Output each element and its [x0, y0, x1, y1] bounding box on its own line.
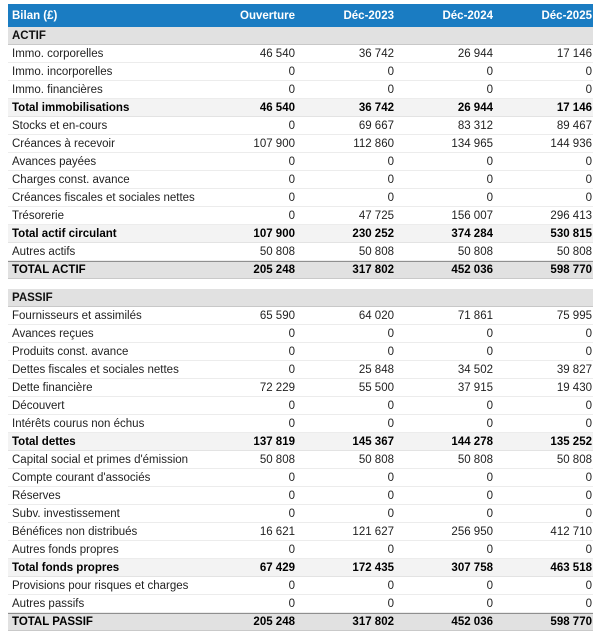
row-value: 46 540	[259, 47, 295, 60]
row-value: 0	[486, 155, 493, 168]
row-label: Total fonds propres	[12, 561, 120, 574]
row-value: 0	[585, 83, 592, 96]
row-value: 55 500	[358, 381, 394, 394]
row-value: 0	[288, 191, 295, 204]
table-row	[8, 541, 593, 559]
row-label: Fournisseurs et assimilés	[12, 309, 142, 322]
row-value: 0	[387, 597, 394, 610]
row-value: 144 278	[451, 435, 493, 448]
row-value: 50 808	[259, 245, 295, 258]
row-value: 0	[288, 579, 295, 592]
row-value: 26 944	[457, 47, 493, 60]
row-value: 0	[486, 507, 493, 520]
column-header-dec-2025: Déc-2025	[541, 9, 592, 22]
row-value: 0	[486, 327, 493, 340]
table-row	[8, 171, 593, 189]
row-value: 0	[486, 489, 493, 502]
row-value: 0	[387, 543, 394, 556]
row-label: Autres passifs	[12, 597, 85, 610]
row-value: 0	[585, 155, 592, 168]
row-value: 0	[288, 417, 295, 430]
row-value: 0	[486, 83, 493, 96]
row-value: 0	[585, 345, 592, 358]
row-value: 0	[585, 471, 592, 484]
table-row	[8, 117, 593, 135]
table-row	[8, 469, 593, 487]
row-value: 36 742	[358, 101, 394, 114]
row-value: 172 435	[352, 561, 394, 574]
table-row	[8, 451, 593, 469]
row-value: 463 518	[550, 561, 592, 574]
row-label: Bénéfices non distribués	[12, 525, 138, 538]
row-value: 0	[387, 83, 394, 96]
row-value: 0	[288, 327, 295, 340]
row-value: 0	[387, 489, 394, 502]
row-label: Créances à recevoir	[12, 137, 115, 150]
row-value: 0	[288, 83, 295, 96]
row-value: 121 627	[352, 525, 394, 538]
table-row	[8, 307, 593, 325]
row-value: 71 861	[457, 309, 493, 322]
row-label: Total dettes	[12, 435, 76, 448]
row-label: Immo. corporelles	[12, 47, 104, 60]
row-label: Subv. investissement	[12, 507, 120, 520]
row-value: 50 808	[358, 453, 394, 466]
table-row	[8, 361, 593, 379]
row-value: 50 808	[457, 453, 493, 466]
row-value: 0	[288, 471, 295, 484]
row-value: 47 725	[358, 209, 394, 222]
table-row	[8, 523, 593, 541]
table-row	[8, 189, 593, 207]
row-value: 412 710	[550, 525, 592, 538]
table-row	[8, 81, 593, 99]
row-value: 135 252	[550, 435, 592, 448]
row-value: 0	[585, 507, 592, 520]
row-label: Autres fonds propres	[12, 543, 119, 556]
row-label: Intérêts courus non échus	[12, 417, 145, 430]
row-value: 317 802	[352, 616, 394, 628]
row-value: 0	[288, 399, 295, 412]
row-label: Total actif circulant	[12, 227, 117, 240]
table-row	[8, 343, 593, 361]
table-header-row	[8, 4, 593, 27]
row-value: 598 770	[550, 264, 592, 276]
row-value: 0	[288, 489, 295, 502]
row-value: 0	[387, 173, 394, 186]
row-value: 0	[486, 417, 493, 430]
row-label: Compte courant d'associés	[12, 471, 151, 484]
row-value: 36 742	[358, 47, 394, 60]
row-value: 0	[585, 327, 592, 340]
row-value: 0	[387, 191, 394, 204]
row-label: Avances reçues	[12, 327, 94, 340]
column-header-dec-2023: Déc-2023	[343, 9, 394, 22]
row-value: 0	[387, 417, 394, 430]
row-value: 0	[387, 345, 394, 358]
row-value: 0	[486, 597, 493, 610]
row-value: 0	[486, 471, 493, 484]
table-row	[8, 379, 593, 397]
row-value: 0	[585, 173, 592, 186]
row-label: Charges const. avance	[12, 173, 130, 186]
row-value: 0	[387, 399, 394, 412]
row-value: 0	[585, 399, 592, 412]
row-value: 256 950	[451, 525, 493, 538]
row-label: Autres actifs	[12, 245, 76, 258]
row-value: 307 758	[451, 561, 493, 574]
row-value: 34 502	[457, 363, 493, 376]
row-value: 598 770	[550, 616, 592, 628]
row-value: 0	[288, 65, 295, 78]
row-value: 50 808	[556, 245, 592, 258]
row-label: Produits const. avance	[12, 345, 129, 358]
table-row	[8, 505, 593, 523]
section-title: PASSIF	[12, 291, 53, 304]
row-value: 75 995	[556, 309, 592, 322]
row-value: 72 229	[259, 381, 295, 394]
row-label: Dettes fiscales et sociales nettes	[12, 363, 179, 376]
row-value: 0	[585, 417, 592, 430]
row-value: 0	[585, 489, 592, 502]
row-value: 0	[486, 191, 493, 204]
row-value: 64 020	[358, 309, 394, 322]
row-value: 205 248	[253, 616, 295, 628]
row-value: 50 808	[358, 245, 394, 258]
row-value: 0	[585, 65, 592, 78]
row-value: 296 413	[550, 209, 592, 222]
row-value: 0	[288, 173, 295, 186]
row-label: Total immobilisations	[12, 101, 130, 114]
row-label: Découvert	[12, 399, 65, 412]
row-value: 107 900	[253, 227, 295, 240]
table-row	[8, 487, 593, 505]
row-value: 0	[585, 597, 592, 610]
row-value: 205 248	[253, 264, 295, 276]
row-value: 26 944	[457, 101, 493, 114]
row-value: 107 900	[253, 137, 295, 150]
row-value: 0	[288, 543, 295, 556]
row-value: 134 965	[451, 137, 493, 150]
row-label: Dette financière	[12, 381, 93, 394]
row-value: 65 590	[259, 309, 295, 322]
row-value: 0	[387, 507, 394, 520]
row-label: Trésorerie	[12, 209, 64, 222]
table-row	[8, 595, 593, 613]
row-value: 0	[387, 579, 394, 592]
table-row	[8, 397, 593, 415]
row-value: 317 802	[352, 264, 394, 276]
row-value: 156 007	[451, 209, 493, 222]
row-value: 69 667	[358, 119, 394, 132]
table-row	[8, 63, 593, 81]
row-value: 0	[288, 507, 295, 520]
row-value: 0	[486, 399, 493, 412]
row-value: 145 367	[352, 435, 394, 448]
row-value: 16 621	[259, 525, 295, 538]
row-value: 25 848	[358, 363, 394, 376]
row-label: Immo. incorporelles	[12, 65, 113, 78]
table-row	[8, 577, 593, 595]
row-value: 50 808	[259, 453, 295, 466]
row-value: 89 467	[556, 119, 592, 132]
row-value: 0	[288, 155, 295, 168]
row-label: TOTAL ACTIF	[12, 264, 86, 276]
table-title: Bilan (£)	[12, 9, 58, 22]
row-label: Immo. financières	[12, 83, 103, 96]
row-value: 0	[486, 543, 493, 556]
row-value: 19 430	[556, 381, 592, 394]
row-value: 0	[486, 65, 493, 78]
table-row	[8, 243, 593, 261]
table-row	[8, 613, 593, 631]
row-value: 452 036	[451, 264, 493, 276]
row-value: 0	[288, 597, 295, 610]
table-row	[8, 99, 593, 117]
table-row	[8, 225, 593, 243]
row-value: 0	[486, 579, 493, 592]
section-header-row	[8, 289, 593, 307]
row-value: 0	[387, 65, 394, 78]
table-row	[8, 433, 593, 451]
row-value: 0	[288, 363, 295, 376]
table-row	[8, 45, 593, 63]
row-value: 0	[387, 471, 394, 484]
row-value: 112 860	[353, 137, 394, 150]
row-value: 50 808	[457, 245, 493, 258]
row-value: 67 429	[259, 561, 295, 574]
row-value: 0	[585, 191, 592, 204]
row-value: 37 915	[457, 381, 493, 394]
table-row	[8, 207, 593, 225]
row-value: 0	[288, 209, 295, 222]
row-value: 83 312	[457, 119, 493, 132]
row-value: 230 252	[352, 227, 394, 240]
row-value: 0	[288, 345, 295, 358]
section-header-row	[8, 27, 593, 45]
table-row	[8, 325, 593, 343]
row-value: 39 827	[556, 363, 592, 376]
table-row	[8, 559, 593, 577]
row-value: 0	[387, 327, 394, 340]
column-header-ouverture: Ouverture	[240, 9, 295, 22]
row-value: 0	[288, 119, 295, 132]
row-label: Réserves	[12, 489, 61, 502]
row-value: 0	[486, 345, 493, 358]
balance-sheet-table	[8, 4, 593, 631]
row-label: Créances fiscales et sociales nettes	[12, 191, 195, 204]
table-row	[8, 153, 593, 171]
row-label: Stocks et en-cours	[12, 119, 108, 132]
row-value: 452 036	[451, 616, 493, 628]
row-value: 144 936	[550, 137, 592, 150]
row-value: 17 146	[556, 47, 592, 60]
table-row	[8, 261, 593, 279]
row-value: 50 808	[556, 453, 592, 466]
table-body	[8, 27, 593, 631]
row-value: 0	[585, 579, 592, 592]
table-row	[8, 415, 593, 433]
row-value: 0	[387, 155, 394, 168]
row-value: 0	[486, 173, 493, 186]
row-value: 137 819	[253, 435, 295, 448]
table-row	[8, 135, 593, 153]
row-value: 0	[585, 543, 592, 556]
row-value: 46 540	[259, 101, 295, 114]
row-label: Avances payées	[12, 155, 97, 168]
row-label: Provisions pour risques et charges	[12, 579, 189, 592]
row-label: TOTAL PASSIF	[12, 616, 93, 628]
row-value: 374 284	[451, 227, 493, 240]
row-label: Capital social et primes d'émission	[12, 453, 189, 466]
section-title: ACTIF	[12, 29, 46, 42]
row-value: 530 815	[550, 227, 592, 240]
row-value: 17 146	[556, 101, 592, 114]
section-gap	[8, 279, 593, 289]
column-header-dec-2024: Déc-2024	[442, 9, 493, 22]
